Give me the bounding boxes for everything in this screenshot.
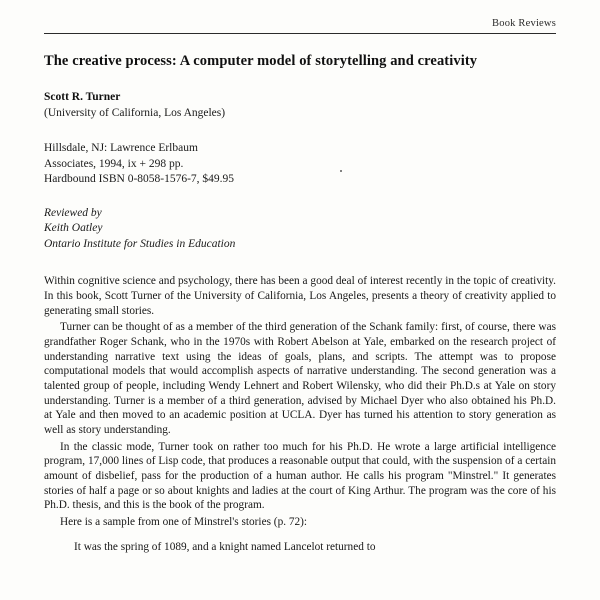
reviewer-affiliation: Ontario Institute for Studies in Education xyxy=(44,237,236,250)
author-affiliation: (University of California, Los Angeles) xyxy=(44,106,226,119)
publisher-line: Hillsdale, NJ: Lawrence Erlbaum xyxy=(44,142,198,155)
isbn-price-line: Hardbound ISBN 0-8058-1576-7, $49.95 xyxy=(44,173,235,186)
story-excerpt: It was the spring of 1089, and a knight named Lancelot returned to xyxy=(74,540,376,553)
reviewed-by-label: Reviewed by xyxy=(44,206,102,219)
reviewer-name: Keith Oatley xyxy=(44,222,103,235)
author-block xyxy=(44,90,556,121)
running-head: Book Reviews xyxy=(492,18,556,29)
publication-block xyxy=(44,141,556,188)
page-content xyxy=(44,52,556,554)
header-rule xyxy=(44,33,556,34)
body-paragraph: In the classic mode, Turner took on rather too much for his Ph.D. He wrote a large artificial intelligence program, 17,000 lines of Lisp code, that produces a reasonable output that could, with the suspension of a certain amount of disbelief, pass for the production of a human author. He calls his program "Minstrel." It generates stories of half a page or so about knights and ladies at the court of King Arthur. The program was the core of his Ph.D. thesis, and this is the book of the program. xyxy=(44,440,556,512)
body-paragraph: Turner can be thought of as a member of the third generation of the Schank family: first, of course, there was grandfather Roger Schank, who in the 1970s with Robert Abelson at Yale, embarked on the research project of understanding narrative text using the ideas of goals, plans, and scripts. The attempt was to propose computational models that would accomplish aspects of narrative understanding. The second generation was a talented group of people, including Wendy Lehnert and Robert Wilensky, who did their Ph.D.s at Yale on story understanding. Turner is a member of a third generation, advised by Michael Dyer who also obtained his Ph.D. at Yale and then moved to an academic position at UCLA. Dyer has turned his attention to story generation as well as story understanding. xyxy=(44,321,556,436)
page-title: The creative process: A computer model of storytelling and creativity xyxy=(44,53,478,69)
author-name: Scott R. Turner xyxy=(44,91,121,104)
publication-year-pages: Associates, 1994, ix + 298 pp. xyxy=(44,157,184,170)
sample-lead-in: Here is a sample from one of Minstrel's stories (p. 72): xyxy=(60,516,308,528)
body-paragraph: Within cognitive science and psychology, there has been a good deal of interest recently in the topic of creativity. In this book, Scott Turner of the University of California, Los Angeles, presents a theory of creativity applied to generating small stories. xyxy=(44,275,556,317)
reviewer-block xyxy=(44,206,556,253)
